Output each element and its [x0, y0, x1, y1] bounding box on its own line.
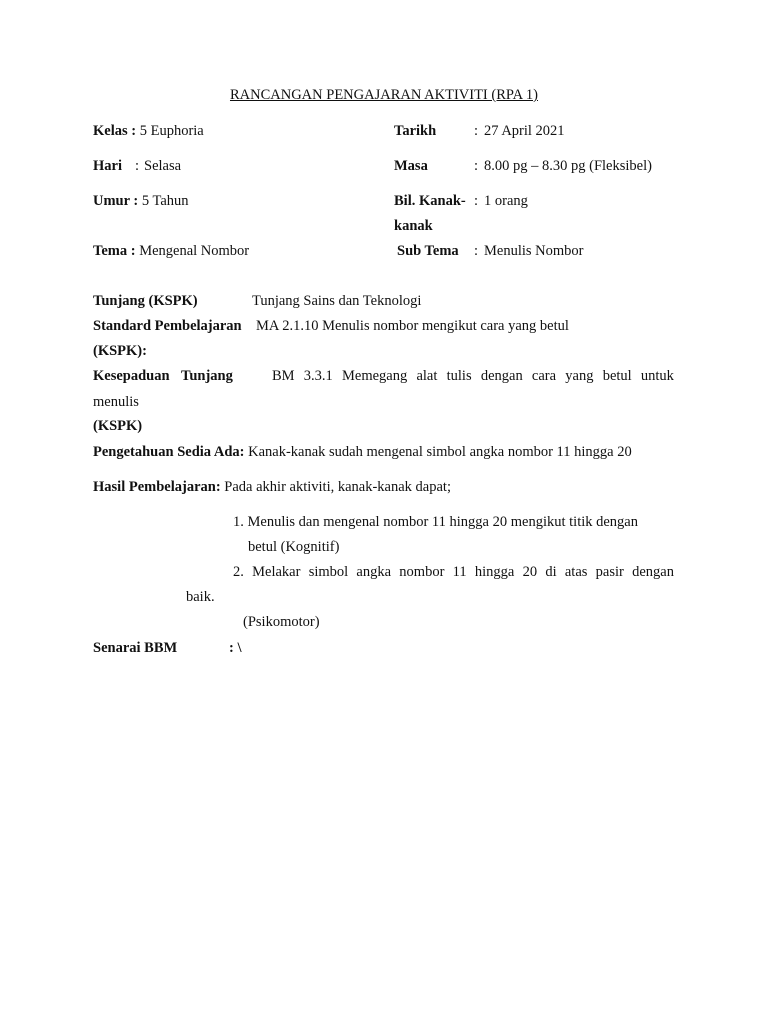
- kesepaduan-label-word1: Kesepaduan: [93, 368, 170, 384]
- standard-value: MA 2.1.10 Menulis nombor mengikut cara yang betul: [256, 318, 569, 334]
- kesepaduan-value-line1: [272, 367, 674, 385]
- masa-label: Masa: [394, 158, 428, 174]
- hasil-item2-word: atas: [564, 564, 588, 580]
- kesepaduan-value-word: tulis: [446, 368, 472, 384]
- subtema-label: Sub Tema: [397, 243, 459, 259]
- kesepaduan-label-word2: Tunjang: [181, 368, 233, 384]
- hasil-item2-word: di: [545, 564, 557, 580]
- hasil-item2-line3: (Psikomotor): [243, 614, 320, 630]
- umur-label: Umur :: [93, 193, 139, 209]
- kesepaduan-value-word: yang: [565, 368, 594, 384]
- pengetahuan-row: [93, 443, 632, 461]
- hasil-item2-word: 11: [452, 564, 467, 580]
- pengetahuan-value: Kanak-kanak sudah mengenal simbol angka nombor 11 hingga 20: [248, 444, 632, 460]
- kesepaduan-value-word: alat: [416, 368, 438, 384]
- subtema-value: Menulis Nombor: [484, 243, 584, 259]
- kesepaduan-value-word: dengan: [480, 368, 523, 384]
- hasil-item2-word: pasir: [595, 564, 624, 580]
- kelas-row: [93, 122, 204, 140]
- kelas-label: Kelas :: [93, 123, 137, 139]
- tarikh-label: Tarikh: [394, 123, 437, 139]
- hasil-item1-line1: 1. Menulis dan mengenal nombor 11 hingga 20 mengikut titik dengan: [233, 514, 638, 530]
- hasil-item1-line2: betul (Kognitif): [248, 539, 340, 555]
- hari-sep: :: [135, 158, 140, 174]
- hasil-item2-word: dengan: [632, 564, 674, 580]
- masa-value: 8.00 pg – 8.30 pg (Fleksibel): [484, 158, 652, 174]
- kesepaduan-value-word: 3.3.1: [303, 368, 333, 384]
- hari-label: Hari: [93, 158, 122, 174]
- bil-label-line1: Bil. Kanak-: [394, 193, 466, 209]
- tema-row: [93, 242, 249, 260]
- kesepaduan-label-line3: (KSPK): [93, 418, 143, 434]
- kesepaduan-value-word: Memegang: [342, 368, 408, 384]
- kesepaduan-value-word: BM: [272, 368, 295, 384]
- tarikh-value: 27 April 2021: [484, 123, 565, 139]
- bbm-value: : \: [229, 640, 242, 656]
- subtema-sep: :: [474, 243, 479, 259]
- hasil-item2-word: Melakar: [252, 564, 301, 580]
- tunjang-label: Tunjang (KSPK): [93, 293, 198, 309]
- hasil-item2-line2: baik.: [186, 589, 215, 605]
- hasil-item2-word: 20: [522, 564, 538, 580]
- hasil-item2-line1: [233, 563, 674, 581]
- standard-label-line1: Standard Pembelajaran: [93, 318, 242, 334]
- hasil-label: Hasil Pembelajaran:: [93, 479, 221, 495]
- hasil-value: Pada akhir aktiviti, kanak-kanak dapat;: [224, 479, 451, 495]
- kesepaduan-value-word: betul: [602, 368, 632, 384]
- hasil-item2-word: nombor: [399, 564, 445, 580]
- masa-sep: :: [474, 158, 479, 174]
- hasil-item2-word: simbol: [308, 564, 349, 580]
- bil-value: 1 orang: [484, 193, 528, 209]
- document-title: RANCANGAN PENGAJARAN AKTIVITI (RPA 1): [229, 87, 538, 103]
- bbm-label: Senarai BBM: [93, 640, 178, 656]
- kesepaduan-value-line2: menulis: [93, 394, 139, 410]
- bil-label-line2: kanak: [394, 218, 433, 234]
- tarikh-sep: :: [474, 123, 479, 139]
- kelas-value: 5 Euphoria: [139, 123, 204, 139]
- umur-value: 5 Tahun: [141, 193, 189, 209]
- hasil-item2-word: angka: [356, 564, 392, 580]
- kesepaduan-value-word: cara: [531, 368, 557, 384]
- tema-label: Tema :: [93, 243, 136, 259]
- bil-sep: :: [474, 193, 479, 209]
- kesepaduan-value-word: untuk: [640, 368, 674, 384]
- hari-value: Selasa: [144, 158, 182, 174]
- hasil-item2-word: 2.: [233, 564, 244, 580]
- umur-row: [93, 192, 189, 210]
- hasil-row: [93, 478, 451, 496]
- tunjang-value: Tunjang Sains dan Teknologi: [252, 293, 422, 309]
- tema-value: Mengenal Nombor: [139, 243, 250, 259]
- standard-label-line2: (KSPK):: [93, 343, 147, 359]
- pengetahuan-label: Pengetahuan Sedia Ada:: [93, 444, 245, 460]
- hasil-item2-word: hingga: [474, 564, 515, 580]
